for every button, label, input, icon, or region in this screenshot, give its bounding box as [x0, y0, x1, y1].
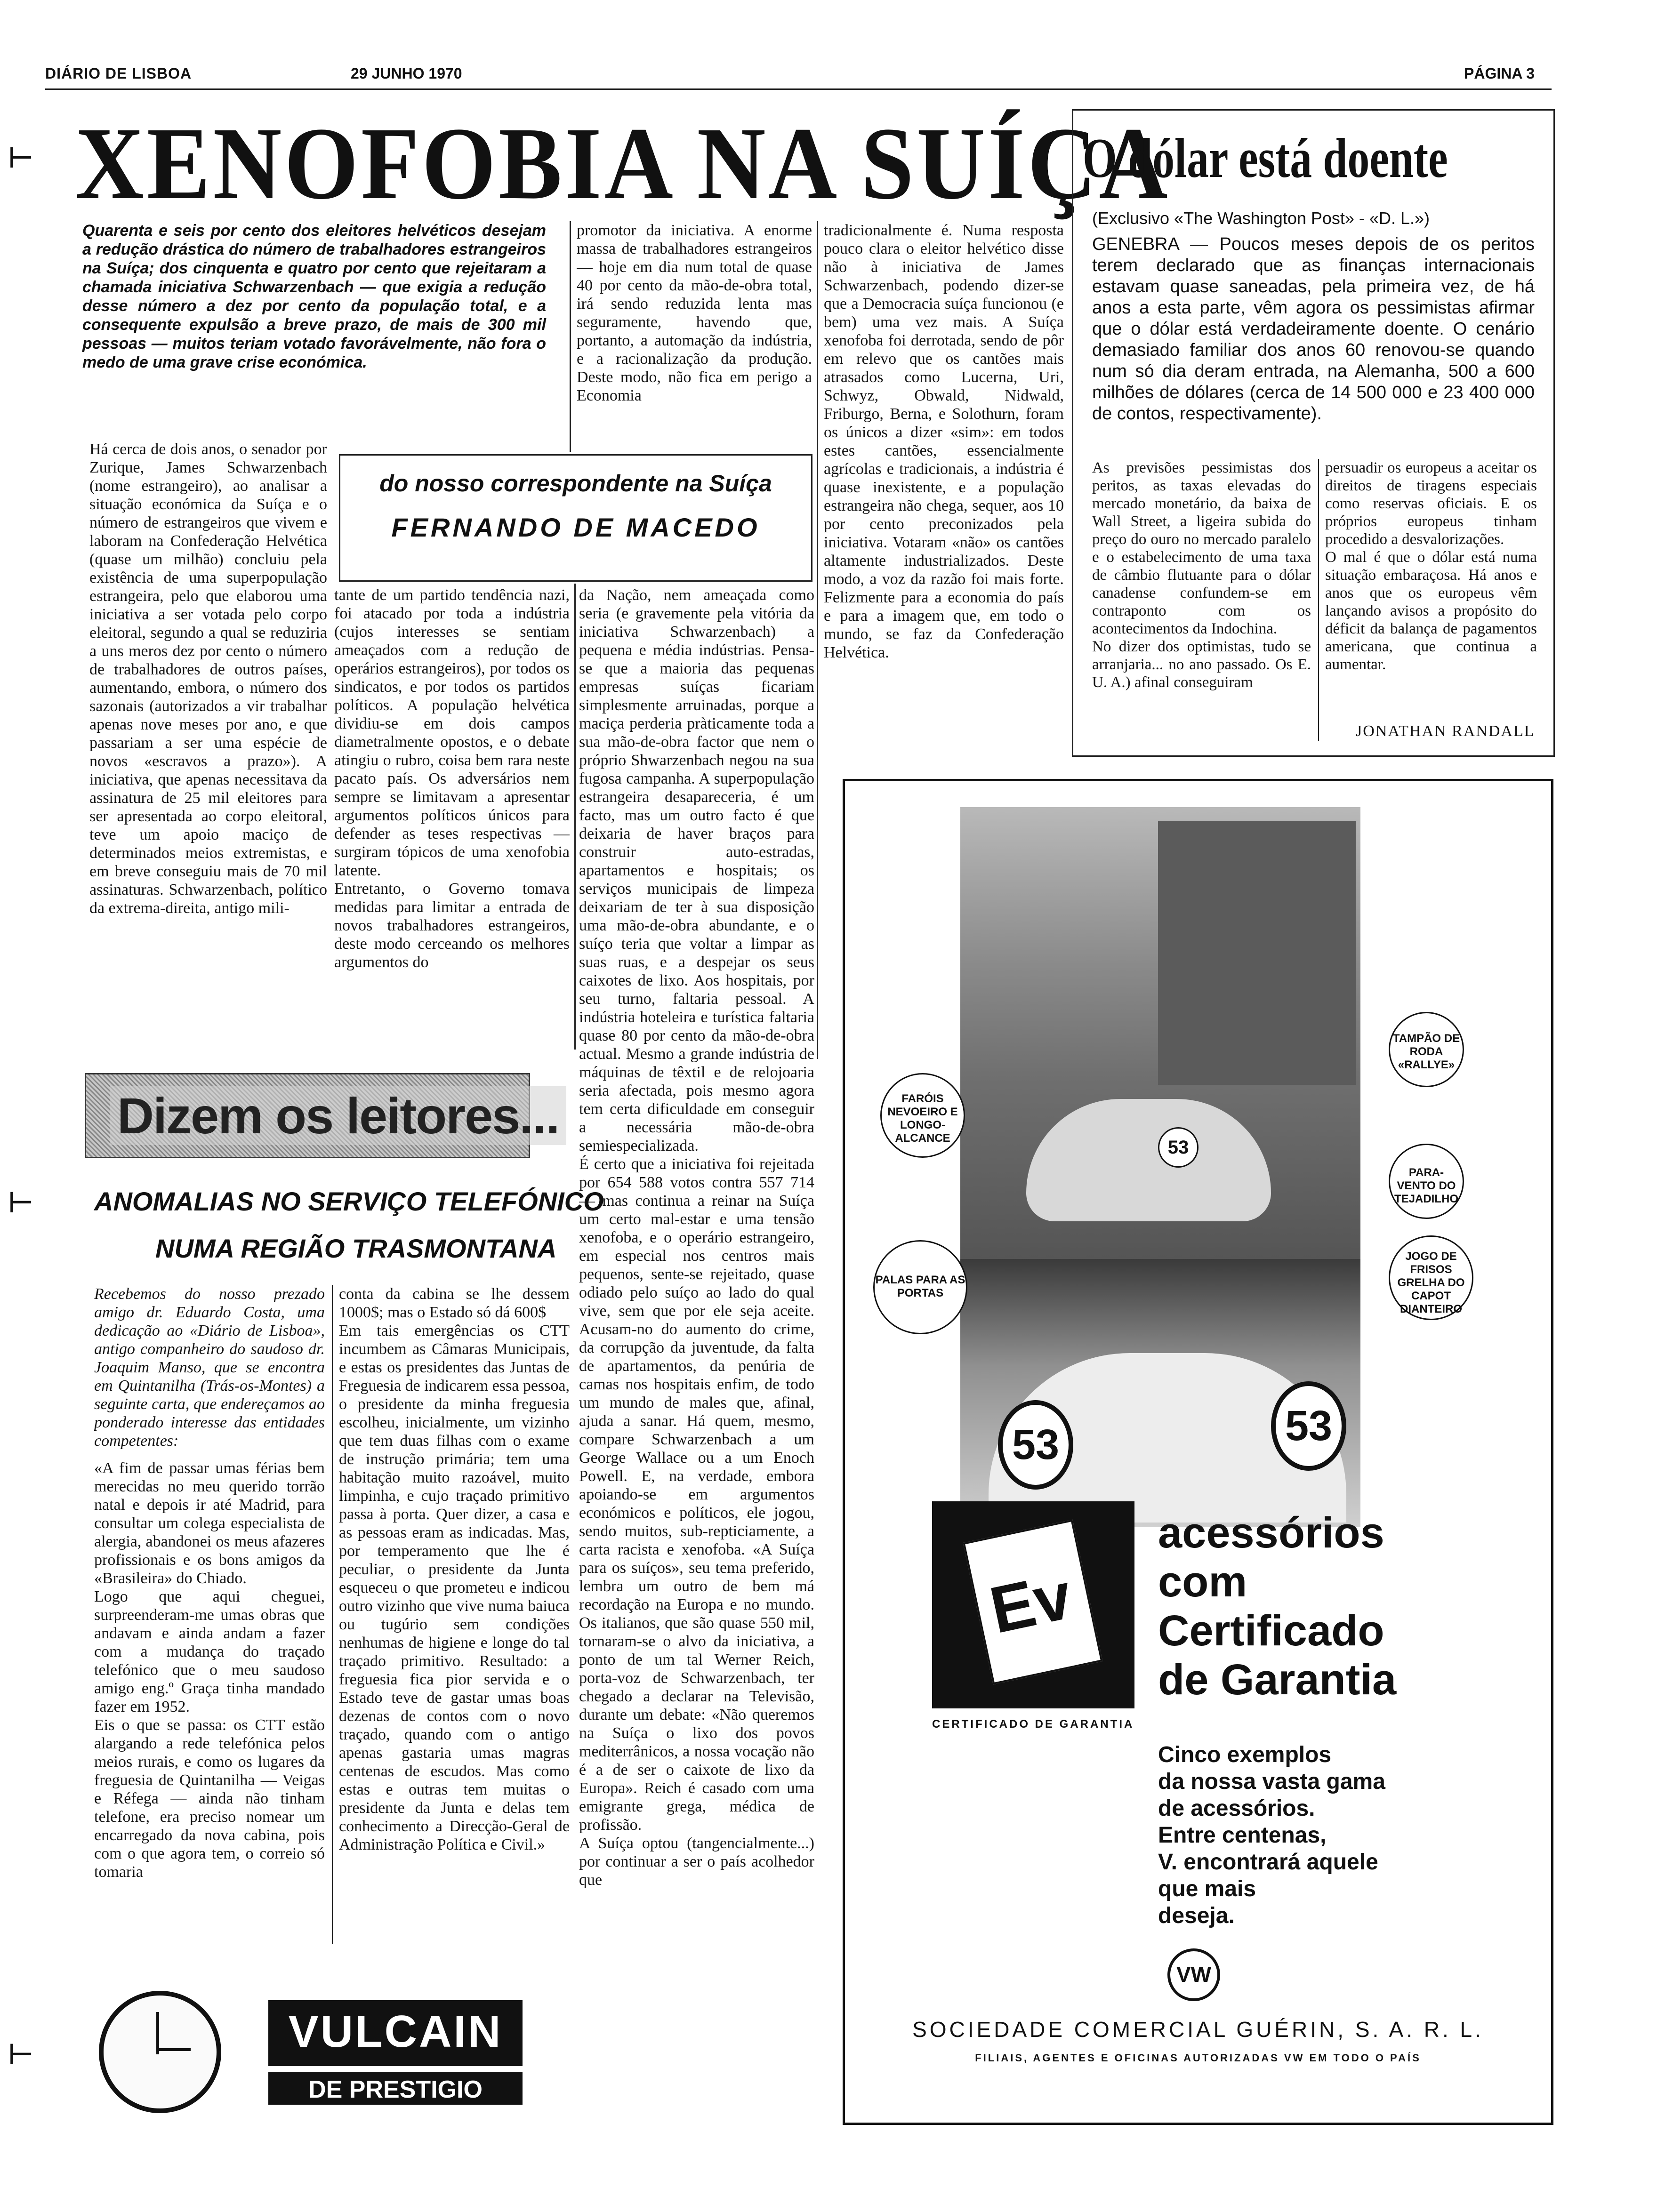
column-rule	[1318, 459, 1319, 741]
margin-mark: ⊢	[8, 1186, 33, 1218]
article-lede: Quarenta e seis por cento dos eleitores helvéticos desejam a redução drástica do número de trabalhadores estrangeiros na Suíça; dos cinquenta e quatro por cento que rejeitaram a chamada iniciativa Schwarzenbach — que exigia a redução desse número a dez por cento da população total, e a consequente expulsão a breve prazo, de mais de 300 mil pessoas — muitos teriam votado favorávelmente, não fora o medo de uma grave crise económica.	[82, 222, 546, 371]
ad-footer: FILIAIS, AGENTES E OFICINAS AUTORIZADAS VW EM TODO O PAÍS	[975, 2052, 1421, 2064]
masthead-date: 29 JUNHO 1970	[351, 65, 462, 82]
masthead-page-number: PÁGINA 3	[1464, 65, 1535, 82]
ad-title-line: de Garantia	[1158, 1656, 1397, 1704]
callout-tampao: TAMPÃO DE RODA «RALLYE»	[1389, 1012, 1464, 1087]
correspondent-byline-box	[339, 454, 812, 582]
car-photo-top	[960, 807, 1360, 1259]
dolar-source-credit: (Exclusivo «The Washington Post» - «D. L.»)	[1092, 208, 1430, 228]
dolar-column-b: persuadir os europeus a aceitar os direitos de tiragens especiais como reservas oficiais. E os próprios europeus tinham procedido a desvalorizações. O mal é que o dólar está numa situação embaraçosa. Há anos e anos que os europeus vêm lançando avisos a propósito do déficit da balança de pagamentos americana, que continua a aumentar.	[1325, 459, 1537, 673]
masthead-paper-name: DIÁRIO DE LISBOA	[45, 65, 192, 82]
car-shape	[1026, 1099, 1271, 1221]
vulcain-tagline-band	[268, 2072, 523, 2132]
ad-title-line: com	[1158, 1558, 1247, 1606]
column-rule	[570, 221, 571, 452]
car-number-roundel: 53	[998, 1400, 1073, 1490]
letters-column-1: «A fim de passar umas férias bem merecidas no meu querido torrão natal e depois ir até Madrid, para consultar um colega especialista de alergia, abandonei os meus afazeres profissionais e os bons amigos da «Brasileira» do Chiado. Logo que aqui cheguei, surpreenderam-me umas obras que andavam e ainda andam a fazer com a mudança do traçado telefónico que o meu saudoso amigo eng.º Graça tinha mandado fazer em 1952. Eis o que se passa: os CTT estão alargando a rede telefónica pelos meios rurais, e como os lugares da freguesia de Quintanilha — Veigas e Réfega — ainda não tinham telefone, era preciso nomear um encarregado da nova cabina, pois com o que agora tem, o correio só tomaria	[94, 1459, 325, 1881]
dolar-article-box	[1072, 109, 1555, 757]
car-number-badge: 53	[1158, 1127, 1199, 1168]
callout-palas: PALAS PARA AS PORTAS	[873, 1240, 967, 1334]
dolar-column-a: As previsões pessimistas dos peritos, as taxas elevadas do mercado monetário, da baixa de Wall Street, a ligeira subida do preço do ouro no mercado paralelo e o estabelecimento de uma taxa de câmbio flutuante para o dólar canadense confundem-se em contraponto com os acontecimentos da Indochina. No dizer dos optimistas, tudo se arranjaria... no ano passado. Os E. U. A.) afinal conseguiram	[1092, 459, 1311, 691]
ev-logo	[932, 1501, 1134, 1708]
main-article-column-2b: tante de um partido tendência nazi, foi atacado por toda a indústria (cujos interesses se sentiam ameaçados com a redução de operários estrangeiros), por todos os sindicatos, e por todos os partidos políticos. A população helvética dividiu-se em dois campos diametralmente opostos, e o debate atingiu o rubro, coisa bem rara neste pacato país. Os adversários nem sempre se limitavam a apresentar argumentos políticos únicos para defender as teses respectivas — surgiram tópicos de uma xenofobia latente. Entretanto, o Governo tomava medidas para limitar a entrada de novos trabalhadores estrangeiros, deste modo cerceando os melhores argumentos do	[334, 586, 570, 971]
letters-headline-line-2: NUMA REGIÃO TRASMONTANA	[155, 1234, 557, 1263]
vulcain-logo-band	[268, 2000, 523, 2066]
ad-title-line: acessórios	[1158, 1509, 1384, 1557]
margin-mark: ⊢	[8, 142, 33, 173]
ad-title-line: Certificado	[1158, 1607, 1384, 1655]
ad-body-line: de acessórios.	[1158, 1796, 1315, 1821]
main-article-column-3b: da Nação, nem ameaçada como seria (e gravemente pela vitória da iniciativa Schwarzenbach) a pequena e média indústrias. Pensa-se que a maioria das pequenas empresas suíças ficariam simplesmente arruinadas, porque a maciça perderia pràticamente toda a sua mão-de-obra factor que nem o próprio Shwarzenbach negou na sua fugosa campanha. A superpopulação estrangeira desapareceria, é um facto, mas um outro facto é que deixaria de haver braços para construir auto-estradas, apartamentos e hospitais; os serviços municipais de limpeza deixariam de ter à sua disposição uma mão-de-obra abundante, e o suíço teria que voltar a limpar as suas ruas, e a despejar os seus caixotes de lixo. Aos hospitais, por seu turno, faltaria pessoal. A indústria hoteleira e turística faltaria quase 80 por cento da mão-de-obra actual. Mesmo a grande indústria de máquinas de têxtil e de relojoaria seria afectada, pois mesmo agora tem certa dificuldade em conseguir a necessária mão-de-obra semiespecializada. É certo que a iniciativa foi rejeitada por 654 588 votos contra 557 714 — mas continua a reinar na Suíça um certo mal-estar e uma tensão xenofoba, e o operário estrangeiro, em especial nos centros mais pequenos, sente-se rejeitado, quase odiado pelo suíço ao lado do qual vive, sem que por ele seja aceite. Acusam-no do aumento do crime, da corrupção da juventude, da falta de apartamentos, da penúria de camas nos hospitais enfim, de todo um mundo de males que, afinal, ajuda a sanar. Há quem, mesmo, compare Schwarzenbach a um George Wallace ou a um Enoch Powell. E, na verdade, embora apoiando-se em argumentos económicos e políticos, ele jogou, sendo muitos, sub-repticiamente, a carta racista e xenofoba. «A Suíça para os suíços», seu tema preferido, lembra um outro de bem má recordação na Europa e no mundo. Os italianos, que são quase 550 mil, tornaram-se o alvo da iniciativa, a ponto de um tal Werner Reich, porta-voz de Schwarzenbach, ter chegado a declarar na Televisão, durante um debate: «Não queremos na Suíça o lixo dos povos mediterrânicos, a nossa vocação não é a de ser o caixote de lixo da Europa». Reich é casado com uma emigrante grega, médica de profissão. A Suíça optou (tangencialmente...) por continuar a ser o país acolhedor que	[579, 586, 814, 1889]
ad-title	[1158, 1508, 1396, 1704]
letters-headline-line-1: ANOMALIAS NO SERVIÇO TELEFÓNICO	[94, 1186, 604, 1216]
ad-company-name: SOCIEDADE COMERCIAL GUÉRIN, S. A. R. L.	[912, 2017, 1484, 2042]
ad-body-line: Cinco exemplos	[1158, 1742, 1332, 1767]
vulcain-logo: VULCAIN	[288, 2006, 503, 2057]
letters-column-2: conta da cabina se lhe dessem 1000$; mas o Estado só dá 600$ Em tais emergências os CTT incumbem as Câmaras Municipais, e estas os presidentes das Juntas de Freguesia de indicarem essa pessoa, o presidente da minha freguesia escolheu, inicialmente, um vizinho que tem duas filhas com o exame de instrução primária; tem uma habitação muito razoável, muito limpinha, e cujo traçado primitivo passa à porta. Quer dizer, a casa e as pessoas eram as indicadas. Mas, por temperamento que lhe é peculiar, o presidente da Junta esqueceu o que prometeu e indicou outro vizinho que vive numa baiuca ou tugúrio sem condições nenhumas de higiene e longe do tal traçado primitivo. Resultado: a freguesia fica pior servida e o Estado teve de gastar umas boas dezenas de contos com o novo traçado, quando com o antigo apenas gastaria umas magras centenas de escudos. Mas como estas e outras tem muitas o presidente da Junta e delas tem conhecimento a Direcção-Geral de Administração Política e Civil.»	[339, 1285, 570, 1853]
vulcain-tagline: DE PRESTIGIO MUNDIAL	[308, 2076, 483, 2132]
main-article-column-1: Há cerca de dois anos, o senador por Zurique, James Schwarzenbach (nome estrangeiro), ao analisar a situação económica da Suíça e o número de estrangeiros que vivem e laboram na Confederação Helvética (quase um milhão) concluiu pela existência de uma superpopulação estrangeira, pelo que elaborou uma iniciativa a ser votada pelo corpo eleitoral, segundo a qual se reduziria a uns meros dez por cento o número de trabalhadores de outros países, aumentando, embora, o número dos sazonais (autorizados a vir trabalhar apenas nove meses por ano, e que passariam a ser uma espécie de novos «escravos a prazo»). A iniciativa, que apenas necessitava da assinatura de 25 mil eleitores para ser apresentada ao corpo eleitoral, teve um apoio maciço de determinados meios extremistas, e em breve conseguiu mais de 70 mil assinaturas. Schwarzenbach, político da extrema-direita, antigo mili-	[89, 441, 327, 917]
ev-letters: Ev	[983, 1558, 1078, 1647]
callout-farois: FARÓIS NEVOEIRO E LONGO-ALCANCE	[880, 1073, 965, 1158]
dolar-headline: O dólar está doente	[1083, 127, 1448, 189]
letters-intro: Recebemos do nosso prezado amigo dr. Eduardo Costa, uma dedicação ao «Diário de Lisboa», antigo companheiro do saudoso dr. Joaquim Manso, que se encontra em Quintanilha (Trás-os-Montes) a seguinte carta, que endereçamos ao ponderado interesse das entidades competentes:	[94, 1285, 325, 1450]
column-rule	[817, 221, 818, 1059]
masthead-rule	[45, 88, 1552, 90]
watch-icon	[99, 1991, 221, 2113]
ad-body	[1158, 1741, 1385, 1929]
correspondent-name: FERNANDO DE MACEDO	[391, 513, 760, 542]
correspondent-label: do nosso correspondente na Suíça	[379, 470, 772, 497]
callout-jogo: JOGO DE FRISOS GRELHA DO CAPOT DIANTEIRO	[1389, 1235, 1473, 1320]
car-photo-bottom	[960, 1259, 1360, 1527]
ad-body-line: deseja.	[1158, 1903, 1235, 1928]
ev-certificate-label: CERTIFICADO DE GARANTIA	[932, 1718, 1134, 1731]
ev-book-icon	[963, 1520, 1103, 1685]
main-article-column-2a: promotor da iniciativa. A enorme massa de trabalhadores estrangeiros — hoje em dia num total de quase 40 por cento da mão-de-obra total, irá sendo reduzida lenta mas seguramente, havendo que, portanto, a automação da indústria, e a racionalização da produção. Deste modo, não fica em perigo a Economia	[577, 222, 812, 404]
letters-banner	[85, 1073, 559, 1158]
dolar-signature: JONATHAN RANDALL	[1356, 722, 1535, 740]
vw-logo-icon: VW	[1167, 1948, 1220, 2001]
ad-body-line: da nossa vasta gama	[1158, 1769, 1385, 1794]
ad-body-line: que mais	[1158, 1876, 1256, 1901]
ad-body-line: V. encontrará aquele	[1158, 1850, 1378, 1875]
vulcain-ad	[99, 1991, 523, 2132]
dolar-lead-paragraph: GENEBRA — Poucos meses depois de os peritos terem declarado que as finanças internacionais estavam quase saneadas, pela primeira vez, de há anos a esta parte, vêm agora os pessimistas afirmar que o dólar está verdadeiramente doente. O cenário demasiado familiar dos anos 60 renovou-se quando num só dia deram entrada, na Alemanha, 500 a 600 milhões de dólares (cerca de 14 500 000 e 23 400 000 de contos, respectivamente).	[1092, 234, 1535, 424]
vw-accessories-ad	[843, 779, 1553, 2125]
margin-mark: ⊢	[8, 2038, 33, 2070]
callout-paravento: PARA-VENTO DO TEJADILHO	[1389, 1144, 1464, 1219]
main-headline: XENOFOBIA NA SUÍÇA	[75, 106, 1171, 221]
column-rule	[574, 584, 576, 1050]
letters-banner-title: Dizem os leitores...	[110, 1086, 566, 1145]
car-number-roundel: 53	[1271, 1381, 1346, 1471]
ad-body-line: Entre centenas,	[1158, 1823, 1327, 1848]
main-article-column-3a: tradicionalmente é. Numa resposta pouco clara o eleitor helvético disse não à iniciativa de James Schwarzenbach, podendo dizer-se que a Democracia suíça funcionou (e bem) uma vez mais. A Suíça xenofoba foi derrotada, sendo de pôr em relevo que os cantões mais atrasados como Lucerna, Uri, Schwyz, Obwald, Nidwald, Friburgo, Berna, e Solothurn, foram os únicos a dizer «sim»: em todos estes cantões, essencialmente agrícolas e tradicionais, a indústria é quase inexistente, e a população estrangeira não chega, sequer, aos 10 por cento preconizados pela iniciativa. Votaram «não» os cantões altamente industrializados. Deste modo, a voz da razão foi mais forte. Felizmente para a economia do país e para a imagem que, em todo o mundo, se faz da Confederação Helvética.	[824, 222, 1064, 661]
column-rule	[332, 1285, 333, 1944]
building-shape	[1158, 821, 1356, 1085]
